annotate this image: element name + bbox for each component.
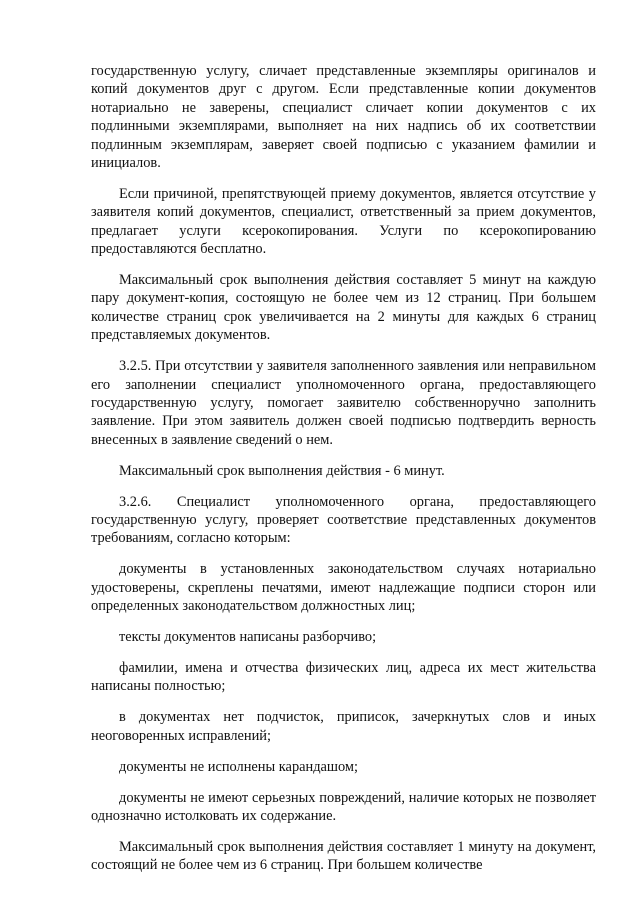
paragraph-time-limit-6-min: Максимальный срок выполнения действия - 6 минут. [119, 462, 445, 479]
paragraph-section-3-2-6: 3.2.6. Специалист уполномоченного органа, предоставляющего государственную услугу, проверяет соответствие представленных документов требованиям, согласно которым: [91, 493, 596, 547]
requirement-item-notarized: документы в установленных законодательством случаях нотариально удостоверены, скреплены печатями, имеют надлежащие подписи сторон или определенных законодательством должностных лиц; [91, 561, 596, 615]
paragraph-section-3-2-5: 3.2.5. При отсутствии у заявителя заполненного заявления или неправильном его заполнении специалист уполномоченного органа, предоставляющего государственную услугу, помогает заявителю собственноручно заполнить заявление. При этом заявитель должен своей подписью подтвердить верность внесенных в заявление сведений о нем. [91, 358, 596, 448]
paragraph-continuation: государственную услугу, сличает представленные экземпляры оригиналов и копий документов друг с другом. Если представленные копии документов нотариально не заверены, специалист сличает копии документов с их подлинными экземплярами, выполняет на них надпись об их соответствии подлинным экземплярам, заверяет своей подписью с указанием фамилии и инициалов. [91, 63, 596, 172]
requirement-item-no-erasures: в документах нет подчисток, приписок, зачеркнутых слов и иных неоговоренных исправлений; [91, 709, 596, 744]
paragraph-time-limit-check: Максимальный срок выполнения действия составляет 1 минуту на документ, состоящий не более чем из 6 страниц. При большем количестве [91, 838, 596, 874]
requirement-item-full-names: фамилии, имена и отчества физических лиц, адреса их мест жительства написаны полностью; [91, 659, 596, 695]
paragraph-time-limit-copies: Максимальный срок выполнения действия составляет 5 минут на каждую пару документ-копия, состоящую не более чем из 12 страниц. При большем количестве страниц срок увеличивается на 2 минуты для каждых 6 страниц представляемых документов. [91, 272, 596, 344]
requirement-item-not-pencil: документы не исполнены карандашом; [119, 758, 359, 775]
paragraph-copying-service: Если причиной, препятствующей приему документов, является отсутствие у заявителя копий документов, специалист, ответственный за прием документов, предлагает услуги ксерокопирования. Услуги по ксерокопированию предоставляются бесплатно. [91, 185, 596, 258]
requirement-item-no-damage: документы не имеют серьезных повреждений, наличие которых не позволяет однозначно истолковать их содержание. [91, 789, 596, 824]
requirement-item-legible: тексты документов написаны разборчиво; [119, 629, 377, 646]
